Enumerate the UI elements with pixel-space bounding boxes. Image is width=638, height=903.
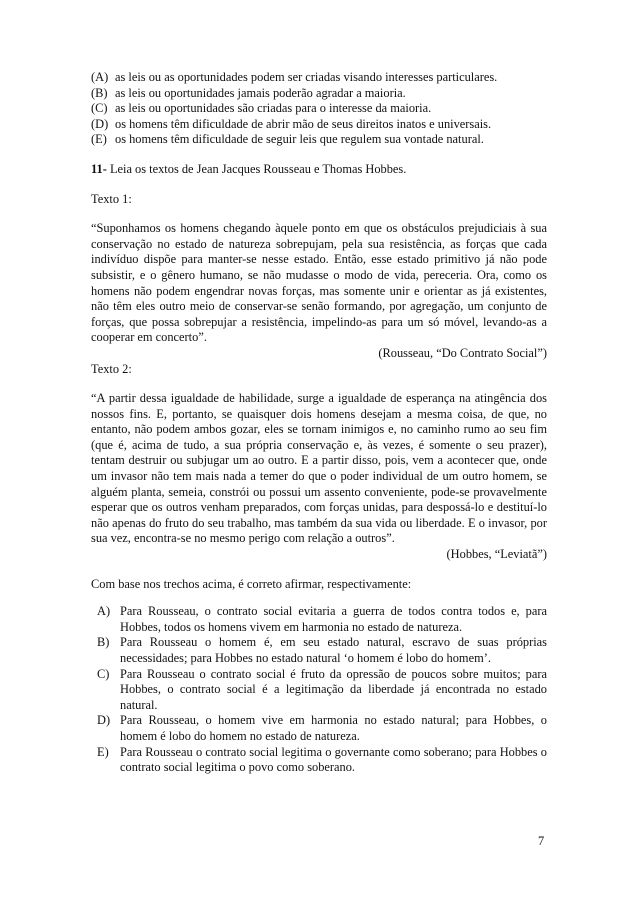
option-letter: (A) xyxy=(91,70,109,84)
alternative-letter: E) xyxy=(97,744,109,759)
page-content xyxy=(91,70,547,788)
alternative-text: Para Rousseau o contrato social é fruto da opressão de poucos sobre muitos; para Hobbes, o contrato social é a legitimação da liberdade já encontrada no estado natural. xyxy=(120,666,547,712)
option-letter: (C) xyxy=(91,101,108,116)
option-c xyxy=(91,101,547,117)
option-d xyxy=(91,117,547,133)
alternative-text: Para Rousseau, o homem vive em harmonia no estado natural; para Hobbes, o homem é lobo do homem no estado de natureza. xyxy=(120,713,547,743)
alternative-letter: A) xyxy=(97,604,111,619)
option-text: os homens têm dificuldade de seguir leis que regulem sua vontade natural. xyxy=(115,132,484,147)
question-heading xyxy=(91,162,547,178)
alternative-e[interactable] xyxy=(97,745,547,776)
alternative-letter: B) xyxy=(97,635,110,650)
texto2-label: Texto 2: xyxy=(91,361,132,376)
answer-alternatives xyxy=(97,604,547,776)
texto1-label: Texto 1: xyxy=(91,191,132,206)
texto2-body: “A partir dessa igualdade de habilidade, surge a igualdade de esperança na atingência dos nossos fins. E, portanto, se quaisquer dois homens desejam a mesma coisa, de que, no entanto, não podem ambos gozar, eles se tornam inimigos e, no caminho rumo ao seu fim (que é, acima de tudo, a sua própria conservação e, às vezes, é somente o seu prazer), tentam destruir ou subjugar um ao outro. E a partir disso, pois, vem a acontecer que, onde um invasor não tem mais nada a temer do que o poder individual de um outro homem, se alguém planta, semeia, constrói ou possui um assento conveniente, pode-se provavelmente esperar que os outros venham preparados, com forças unidas, para despossá-lo e destituí-lo não apenas do fruto do seu trabalho, mas também da sua vida ou liberdade. E o invasor, por sua vez, encontra-se no mesmo perigo com relação a outros”. xyxy=(91,391,547,546)
question-number: 11- xyxy=(91,161,107,176)
page-number: 7 xyxy=(538,834,545,848)
alternative-a[interactable] xyxy=(97,604,547,635)
alternative-text: Para Rousseau o contrato social legitima o governante como soberano; para Hobbes o contrato social legitima o povo como soberano. xyxy=(120,744,547,775)
alternative-letter: C) xyxy=(97,666,110,681)
option-a xyxy=(91,70,547,86)
question-prompt: Leia os textos de Jean Jacques Rousseau e Thomas Hobbes. xyxy=(106,161,407,176)
alternative-c[interactable] xyxy=(97,667,547,714)
alternative-b[interactable] xyxy=(97,635,547,666)
previous-options xyxy=(91,70,547,148)
alternative-text: Para Rousseau, o contrato social evitaria a guerra de todos contra todos e, para Hobbes, todos os homens vivem em harmonia no estado de natureza. xyxy=(120,604,547,634)
option-text: as leis ou as oportunidades podem ser criadas visando interesses particulares. xyxy=(115,70,498,84)
option-text: as leis ou oportunidades jamais poderão agradar a maioria. xyxy=(115,85,406,100)
texto1-body: “Suponhamos os homens chegando àquele ponto em que os obstáculos prejudiciais à sua conservação no estado de natureza sobrepujam, pela sua resistência, as forças que cada indivíduo dispõe para manter-se nesse estado. Então, esse estado primitivo já não pode subsistir, e o gênero humano, se não mudasse o modo de vida, pereceria. Ora, como os homens não podem engendrar novas forças, mas somente unir e orientar as já existentes, não têm eles outro meio de conservar-se senão formando, por agregação, um conjunto de forças, que possa sobrepujar a resistência, impelindo-as para um só móvel, levando-as a cooperar em concerto”. xyxy=(91,221,547,345)
texto1-source: (Rousseau, “Do Contrato Social”) xyxy=(378,345,547,360)
option-text: as leis ou oportunidades são criadas para o interesse da maioria. xyxy=(115,101,432,116)
option-letter: (E) xyxy=(91,132,107,147)
option-letter: (B) xyxy=(91,85,108,100)
alternative-d[interactable] xyxy=(97,713,547,744)
option-e xyxy=(91,132,547,148)
alternative-letter: D) xyxy=(97,713,111,728)
alternative-text: Para Rousseau o homem é, em seu estado natural, escravo de suas próprias necessidades; para Hobbes no estado natural ‘o homem é lobo do homem’. xyxy=(120,635,547,665)
option-text: os homens têm dificuldade de abrir mão de seus direitos inatos e universais. xyxy=(115,116,492,131)
question-stem: Com base nos trechos acima, é correto afirmar, respectivamente: xyxy=(91,576,412,591)
option-letter: (D) xyxy=(91,116,109,131)
texto2-source: (Hobbes, “Leviatã”) xyxy=(446,547,547,562)
option-b xyxy=(91,86,547,102)
